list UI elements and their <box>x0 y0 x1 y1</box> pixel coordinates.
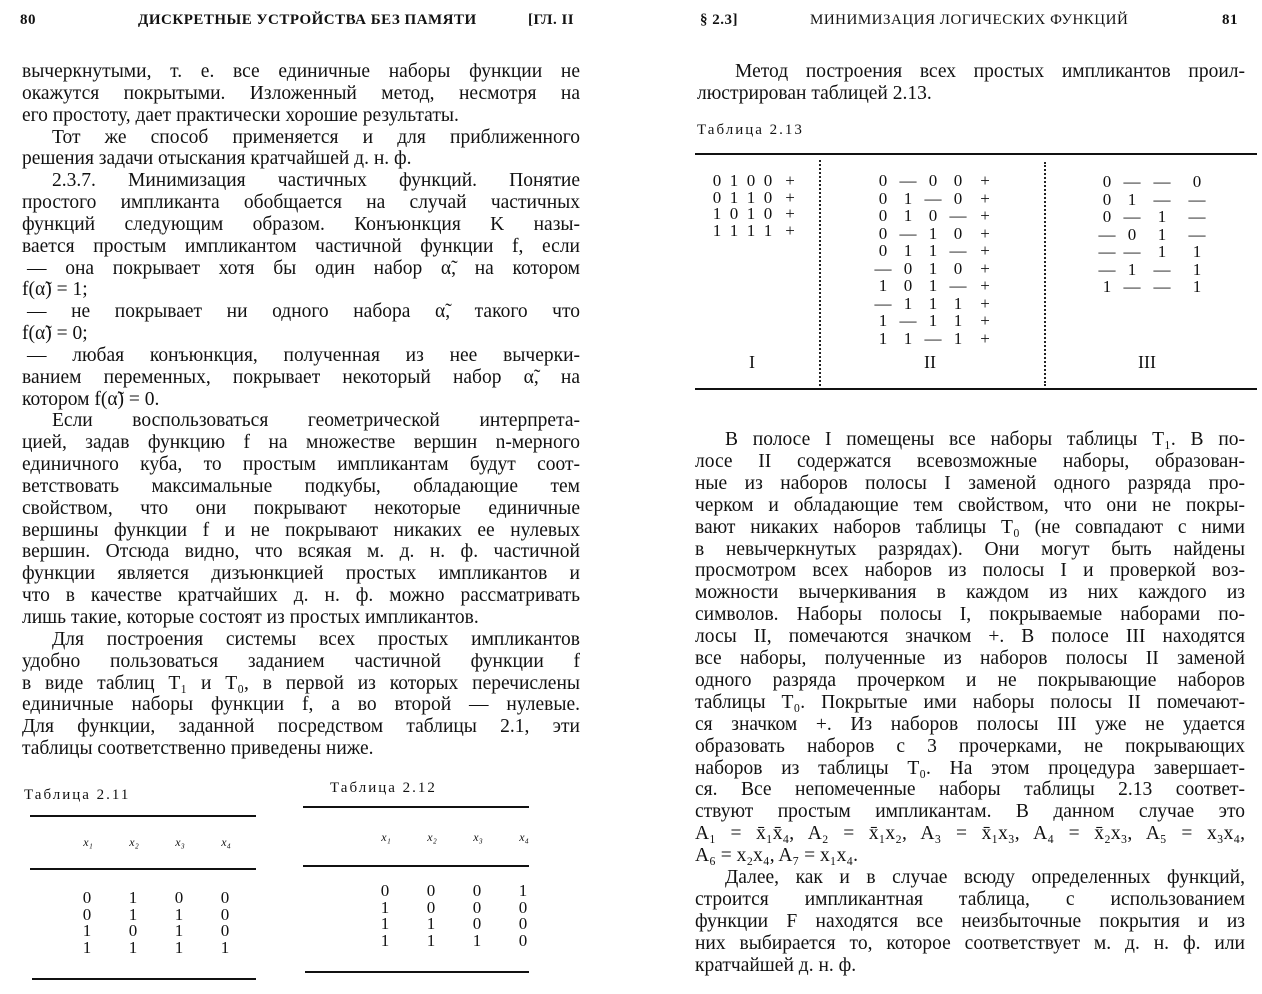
right-section-ref: § 2.3] <box>700 12 738 28</box>
table-2-12-caption: Таблица 2.12 <box>330 780 437 796</box>
table-cell: 0 <box>953 188 963 208</box>
table-cell: — <box>1153 172 1171 191</box>
table-cell: 0 <box>878 188 888 208</box>
table-2-11-caption: Таблица 2.11 <box>24 787 131 803</box>
text-line: лосы II, помечаются значком +. В полосе III находятся <box>695 626 1245 648</box>
table-cell: 1 <box>928 276 938 295</box>
table-cell: 1 <box>1157 207 1167 226</box>
table-cell: 1 <box>903 293 913 313</box>
table-cell: 0 <box>220 904 230 924</box>
table-cell: + <box>980 293 990 313</box>
text-line: ветствовать максимальные подкубы, обладающие тем <box>22 475 580 497</box>
table-cell: 0 <box>953 171 963 190</box>
text-line: его простоту, дает практически хорошие результаты. <box>22 104 459 126</box>
table-cell: 0 <box>712 171 722 190</box>
table-cell: — <box>1123 242 1141 261</box>
text-line: — она покрывает хотя бы один набор α̃, на котором <box>27 257 580 279</box>
table-cell: 1 <box>174 921 184 940</box>
text-line: 2.3.7. Минимизация частичных функций. Понятие <box>52 170 580 192</box>
table-cell: 1 <box>746 187 756 207</box>
table-cell: 1 <box>472 930 482 950</box>
text-line: простого импликанта обобщается на случай частичных <box>22 192 580 214</box>
text-line: люстрирован таблицей 2.13. <box>697 83 932 104</box>
right-running-title: МИНИМИЗАЦИЯ ЛОГИЧЕСКИХ ФУНКЦИЙ <box>810 12 1129 28</box>
right-page-number: 81 <box>1222 12 1238 28</box>
text-line: свойством, что они покрывают некоторые единичные <box>22 497 580 519</box>
table-cell: — <box>874 258 892 278</box>
table-cell: 0 <box>878 206 888 225</box>
table-cell: 1 <box>1157 224 1167 244</box>
text-line: символов. Наборы полосы I, покрываемые наборами по- <box>695 604 1245 626</box>
strip-label: II <box>924 352 936 372</box>
table-cell: 0 <box>472 914 482 933</box>
table-cell: — <box>874 293 892 313</box>
text-line: вершины функции f и не покрывают никаких ее нулевых <box>22 519 580 541</box>
column-header: x₃ <box>473 830 483 844</box>
text-line: Далее, как и в случае всюду определенных функций, <box>725 867 1245 888</box>
text-line: лишь такие, которые состоят из простых импликантов. <box>22 607 479 628</box>
text-line: функций следующим образом. Конъюнкция K назы- <box>22 213 580 235</box>
text-line: f(α̃) = 1; <box>22 279 88 301</box>
column-header: x₃ <box>175 835 185 849</box>
table-cell: 0 <box>472 897 482 917</box>
text-line: функции является дизъюнкцией простых импликантов и <box>22 563 580 585</box>
table-rule <box>305 971 529 973</box>
column-header: x₁ <box>381 830 391 844</box>
table-cell: 1 <box>903 328 913 348</box>
table-cell: 1 <box>953 311 963 330</box>
column-header: x₂ <box>427 830 437 844</box>
left-chapter-ref: [ГЛ. II <box>528 12 575 28</box>
table-cell: 1 <box>174 937 184 957</box>
table-cell: 0 <box>903 258 913 278</box>
text-line: — не покрывает ни одного набора α̃, такого что <box>27 301 580 323</box>
text-line: котором f(α̃) = 0. <box>22 388 160 410</box>
text-line: просмотром всех наборов из полосы I и проверкой воз- <box>695 560 1245 582</box>
table-cell: + <box>980 171 990 190</box>
table-cell: 1 <box>128 904 138 924</box>
text-line: образовать наборов с 3 прочерками, не покрывающих <box>695 735 1245 757</box>
table-cell: — <box>899 311 917 330</box>
text-line: ствуют простым импликантам. В данном случае это <box>695 801 1245 823</box>
table-cell: 0 <box>746 171 756 190</box>
table-cell: 1 <box>220 937 230 957</box>
table-cell: 0 <box>763 187 773 207</box>
text-line: одного разряда прочерком и не покрывающие наборов <box>695 669 1245 691</box>
table-cell: 1 <box>712 220 722 240</box>
table-cell: 1 <box>928 293 938 313</box>
table-cell: + <box>980 206 990 225</box>
table-cell: 1 <box>928 241 938 260</box>
text-line: ванием переменных, покрывает некоторый набор α̃, на <box>22 366 580 388</box>
table-cell: + <box>980 276 990 295</box>
table-cell: + <box>785 204 795 223</box>
table-cell: 0 <box>763 171 773 190</box>
text-line: ся значком +. Из наборов полосы III уже не удается <box>695 713 1245 735</box>
table-cell: 1 <box>1192 277 1202 296</box>
table-cell: — <box>949 276 967 295</box>
table-cell: 0 <box>1127 224 1137 244</box>
table-cell: 1 <box>729 171 739 190</box>
text-line: кратчайшей д. н. ф. <box>695 954 857 976</box>
table-cell: 1 <box>426 930 436 950</box>
table-rule <box>695 153 1257 155</box>
table-cell: 1 <box>903 206 913 225</box>
text-line: единичные наборы функции f, а во второй — нулевые. <box>22 694 580 716</box>
table-cell: + <box>980 223 990 243</box>
text-line: В полосе I помещены все наборы таблицы T₁. В по- <box>725 429 1245 450</box>
table-cell: 0 <box>878 171 888 190</box>
table-cell: 1 <box>1157 242 1167 261</box>
table-cell: 1 <box>82 921 92 940</box>
table-cell: + <box>785 187 795 207</box>
table-cell: 0 <box>174 888 184 907</box>
text-line: все наборы, полученные из наборов полосы II заменой <box>695 648 1245 669</box>
table-cell: — <box>899 171 917 190</box>
text-line: — любая конъюнкция, полученная из нее вычерки- <box>27 344 580 366</box>
column-header: x₁ <box>83 835 93 849</box>
table-cell: + <box>980 258 990 278</box>
table-cell: 1 <box>518 881 528 900</box>
table-cell: 1 <box>903 241 913 260</box>
table-cell: — <box>1153 259 1171 279</box>
table-cell: 1 <box>746 204 756 223</box>
column-header: x₄ <box>221 835 231 849</box>
table-cell: 0 <box>220 888 230 907</box>
text-line: черком и обладающие тем свойством, что они не покры- <box>695 494 1245 516</box>
table-rule <box>695 388 1257 390</box>
text-line: таблицы T₀. Покрытые ими наборы полосы II помечают- <box>695 691 1245 713</box>
table-cell: 1 <box>712 204 722 223</box>
table-cell: + <box>980 328 990 348</box>
table-cell: 0 <box>1192 172 1202 191</box>
table-cell: 1 <box>953 293 963 313</box>
text-line: вершин. Отсюда видно, что всякая м. д. н. ф. частичной <box>22 541 580 563</box>
table-cell: — <box>1188 224 1206 244</box>
table-rule <box>32 978 256 980</box>
strip-label: I <box>749 352 755 372</box>
table-cell: — <box>1153 277 1171 296</box>
text-line: вычеркнутыми, т. е. все единичные наборы функции не <box>22 61 580 82</box>
table-cell: 1 <box>1127 259 1137 279</box>
table-cell: 0 <box>1102 172 1112 191</box>
table-cell: 1 <box>1192 242 1202 261</box>
text-line: можности вычеркивания в каждом из них каждого из <box>695 582 1245 604</box>
table-cell: — <box>1188 207 1206 226</box>
table-cell: 0 <box>82 904 92 924</box>
text-line: ные из наборов полосы I заменой одного разряда про- <box>695 472 1245 494</box>
strip-divider <box>819 160 821 386</box>
column-header: x₄ <box>519 830 529 844</box>
table-cell: — <box>1153 189 1171 209</box>
table-cell: — <box>1098 224 1116 244</box>
table-cell: 1 <box>380 930 390 950</box>
table-cell: 1 <box>878 276 888 295</box>
text-line: Для построения системы всех простых импликантов <box>52 628 580 650</box>
table-cell: — <box>949 206 967 225</box>
table-cell: + <box>980 188 990 208</box>
text-line: f(α̃) = 0; <box>22 323 88 345</box>
table-cell: 0 <box>426 897 436 917</box>
text-line: окажутся покрытыми. Изложенный метод, несмотря на <box>22 82 580 104</box>
text-line: Для функции, заданной посредством таблицы 2.1, эти <box>22 716 580 738</box>
text-line: наборов из таблицы T₀. На этом процедура завершает- <box>695 757 1245 779</box>
table-cell: 1 <box>763 220 773 240</box>
strip-divider <box>1044 162 1046 386</box>
text-line: ся. Все непомеченные наборы таблицы 2.13 соответ- <box>695 779 1245 801</box>
table-cell: — <box>1098 242 1116 261</box>
table-cell: + <box>785 220 795 240</box>
table-cell: 0 <box>928 206 938 225</box>
table-cell: 1 <box>128 937 138 957</box>
text-line: функции F находятся все неизбыточные покрытия и из <box>695 910 1245 932</box>
table-cell: 1 <box>1127 189 1137 209</box>
text-line: единичного куба, то простым импликантам будут соот- <box>22 454 580 476</box>
table-cell: 0 <box>82 888 92 907</box>
column-header: x₂ <box>129 835 139 849</box>
table-cell: — <box>1123 207 1141 226</box>
table-cell: 1 <box>380 914 390 933</box>
text-line: них выбирается то, которое соответствует м. д. н. ф. или <box>695 932 1245 954</box>
table-cell: 0 <box>712 187 722 207</box>
table-cell: 1 <box>953 328 963 348</box>
text-line: удобно пользоваться заданием частичной функции f <box>22 650 580 672</box>
table-cell: 0 <box>380 881 390 900</box>
table-cell: 1 <box>380 897 390 917</box>
table-cell: 0 <box>472 881 482 900</box>
text-line: вается простым импликантом частичной функции f, если <box>22 235 580 257</box>
table-cell: 0 <box>518 930 528 950</box>
table-cell: 1 <box>903 188 913 208</box>
text-line: в невычеркнутых разрядах). Они могут быть найдены <box>695 538 1245 560</box>
table-2-13-caption: Таблица 2.13 <box>697 122 804 138</box>
text-line: A₁ = x̄₁x̄₄, A₂ = x̄₁x₂, A₃ = x̄₁x₃, A₄ = x̄₂x₃, A₅ = x₃x₄, <box>695 823 1245 845</box>
table-cell: 1 <box>426 914 436 933</box>
table-cell: 0 <box>878 241 888 260</box>
table-rule <box>30 815 256 817</box>
text-line: Метод построения всех простых импликантов проил- <box>735 61 1245 82</box>
table-cell: 0 <box>128 921 138 940</box>
table-cell: 1 <box>82 937 92 957</box>
table-cell: 0 <box>518 897 528 917</box>
table-cell: + <box>980 241 990 260</box>
left-running-title: ДИСКРЕТНЫЕ УСТРОЙСТВА БЕЗ ПАМЯТИ <box>138 12 477 28</box>
table-cell: — <box>1123 172 1141 191</box>
text-line: в виде таблиц T₁ и T₀, в первой из которых перечислены <box>22 672 580 694</box>
table-cell: 0 <box>763 204 773 223</box>
table-cell: 0 <box>878 223 888 243</box>
table-cell: 1 <box>729 220 739 240</box>
table-cell: — <box>1188 189 1206 209</box>
table-cell: — <box>949 241 967 260</box>
table-cell: 1 <box>1192 259 1202 279</box>
table-cell: 0 <box>903 276 913 295</box>
text-line: вают никаких наборов таблицы T₀ (не совпадают с ними <box>695 516 1245 538</box>
text-line: Если воспользоваться геометрической интерпрета- <box>52 410 580 432</box>
table-cell: — <box>924 188 942 208</box>
table-cell: — <box>899 223 917 243</box>
table-rule <box>30 868 256 870</box>
left-page-number: 80 <box>20 12 36 28</box>
table-cell: 1 <box>928 311 938 330</box>
table-cell: — <box>924 328 942 348</box>
table-cell: 1 <box>878 328 888 348</box>
table-cell: 0 <box>953 223 963 243</box>
text-line: таблицы соответственно приведены ниже. <box>22 738 374 760</box>
text-line: что в качестве кратчайших д. н. ф. можно рассматривать <box>22 585 580 607</box>
table-cell: 0 <box>518 914 528 933</box>
table-cell: 0 <box>729 204 739 223</box>
table-cell: + <box>980 311 990 330</box>
text-line: Тот же способ применяется и для приближенного <box>52 126 580 148</box>
table-cell: 0 <box>1102 189 1112 209</box>
table-cell: — <box>1098 259 1116 279</box>
text-line: лосе II содержатся всевозможные наборы, образован- <box>695 450 1245 472</box>
table-rule <box>303 806 529 808</box>
table-cell: 1 <box>729 187 739 207</box>
text-line: цией, задав функцию f на множестве вершин n-мерного <box>22 432 580 454</box>
table-cell: 1 <box>128 888 138 907</box>
table-cell: — <box>1123 277 1141 296</box>
table-cell: 0 <box>953 258 963 278</box>
table-cell: 1 <box>928 223 938 243</box>
table-cell: 1 <box>878 311 888 330</box>
text-line: решения задачи отыскания кратчайшей д. н. ф. <box>22 148 412 170</box>
table-cell: 0 <box>1102 207 1112 226</box>
strip-label: III <box>1138 352 1156 372</box>
table-cell: 0 <box>426 881 436 900</box>
table-cell: 1 <box>174 904 184 924</box>
table-rule <box>303 865 529 867</box>
table-cell: 0 <box>220 921 230 940</box>
table-cell: 1 <box>1102 277 1112 296</box>
text-line: A₆ = x₂x₄, A₇ = x₁x₄. <box>695 845 858 867</box>
table-cell: 0 <box>928 171 938 190</box>
table-cell: + <box>785 171 795 190</box>
table-cell: 1 <box>928 258 938 278</box>
table-cell: 1 <box>746 220 756 240</box>
text-line: строится импликантная таблица, с использованием <box>695 888 1245 910</box>
